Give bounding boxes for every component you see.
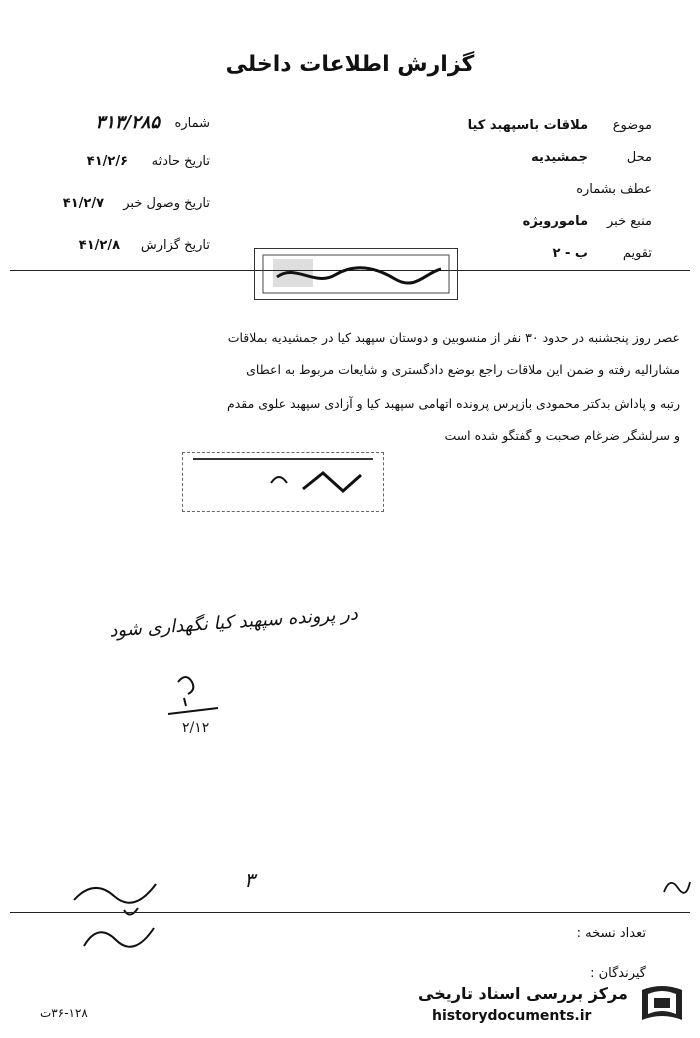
subject-value: ملاقات باسپهبد کیا: [467, 118, 588, 133]
source-label: منبع خبر: [607, 214, 652, 229]
page-title: گزارش اطلاعات داخلی: [225, 52, 475, 77]
report-date-label: تاریخ گزارش: [140, 238, 210, 253]
initials-signature: [160, 668, 230, 738]
receipt-date-label: تاریخ وصول خبر: [123, 196, 210, 211]
number-value: ۳۱۳/۲۸۵: [95, 112, 160, 133]
incident-date-value: ۴۱/۲/۶: [86, 154, 128, 169]
document-code: ۳۶-۱۲۸ت: [40, 1006, 88, 1020]
corner-signature: [660, 870, 694, 900]
body-line-3: رتبه و پاداش بدکتر محمودی بازپرس پرونده اتهامی سپهبد کیا و آزادی سپهبد علوی مقدم: [226, 396, 680, 411]
copies-label: تعداد نسخه :: [576, 926, 646, 941]
body-line-4: و سرلشگر ضرغام صحبت و گفتگو شده است: [444, 428, 680, 443]
reference-label: عطف بشماره: [576, 182, 652, 197]
footer-divider: [10, 912, 690, 913]
body-line-2: مشارالیه رفته و ضمن این ملاقات راجع بوضع دادگستری و شایعات مربوط به اعطای: [246, 362, 680, 377]
redacted-stamp: [182, 452, 384, 512]
report-date-value: ۴۱/۲/۸: [78, 238, 120, 253]
number-label: شماره: [174, 116, 210, 131]
svg-text:۲/۱۲: ۲/۱۲: [182, 720, 210, 736]
source-value: مامورویژه: [522, 214, 588, 229]
stamp-redaction: [255, 249, 457, 299]
archive-handwriting: [64, 860, 174, 960]
watermark-url: historydocuments.ir: [432, 1008, 592, 1024]
page-number: ۳: [244, 868, 255, 892]
subject-label: موضوع: [612, 118, 652, 133]
receipt-date-value: ۴۱/۲/۷: [62, 196, 104, 211]
classification-stamp: [254, 248, 458, 300]
redacted-stamp-marks: [183, 453, 383, 511]
archive-logo-icon: [636, 980, 690, 1028]
location-value: جمشیدیه: [531, 150, 588, 165]
incident-date-label: تاریخ حادثه: [151, 154, 210, 169]
body-line-1: عصر روز پنجشنبه در حدود ۳۰ نفر از منسوبین و دوستان سپهبد کیا در جمشیدیه بملاقات: [227, 330, 680, 345]
calendar-value: ب - ۲: [552, 246, 588, 261]
recipients-label: گیرندگان :: [590, 966, 646, 981]
location-label: محل: [626, 150, 652, 165]
calendar-label: تقویم: [622, 246, 652, 261]
watermark-name: مرکز بررسی اسناد تاریخی: [418, 984, 628, 1003]
handwritten-note: در پرونده سپهبد کیا نگهداری شود: [108, 603, 359, 642]
